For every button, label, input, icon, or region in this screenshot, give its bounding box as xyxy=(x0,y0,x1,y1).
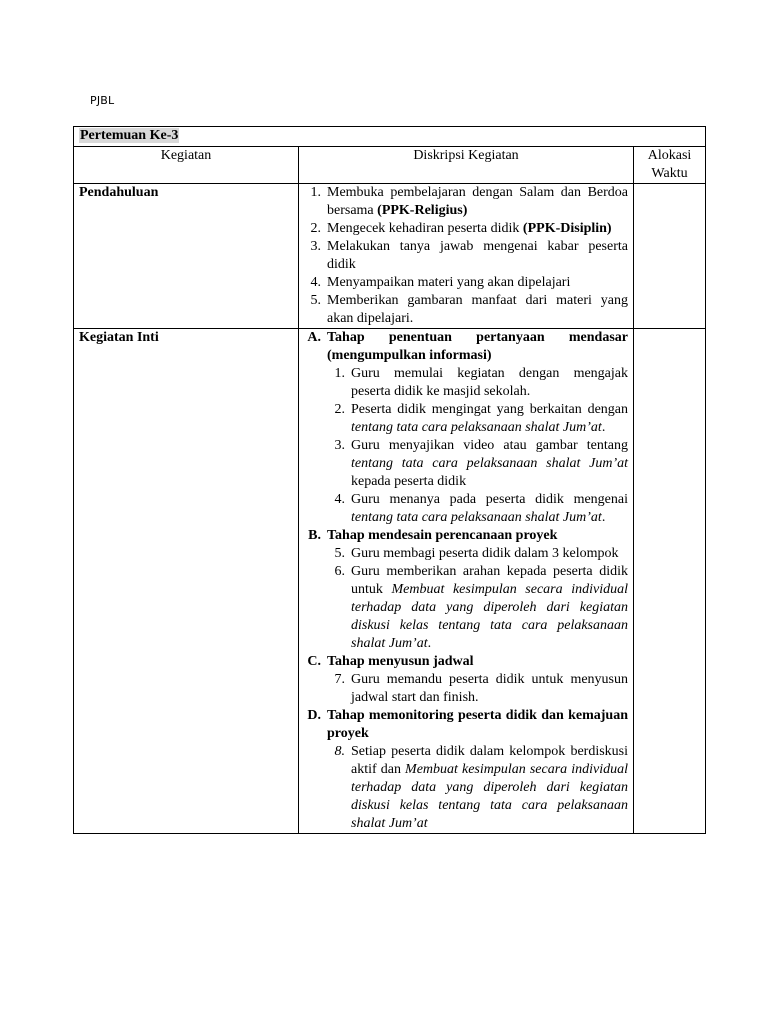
list-item xyxy=(304,292,628,328)
phase-pendahuluan: Pendahuluan xyxy=(74,184,299,329)
stage-heading xyxy=(304,707,628,743)
stage-heading xyxy=(304,527,628,545)
item-number: 8. xyxy=(334,744,345,759)
item-text: Guru menyajikan video atau gambar tentang xyxy=(351,438,628,453)
lesson-plan-table xyxy=(73,126,706,834)
list-item xyxy=(304,437,628,491)
ppk-tag: (PPK-Religius) xyxy=(377,203,468,218)
item-number: 2. xyxy=(334,402,345,417)
row-pendahuluan xyxy=(74,184,706,329)
item-number: 1. xyxy=(334,366,345,381)
stage-title: Tahap penentuan pertanyaan mendasar (mengumpulkan informasi) xyxy=(327,330,628,363)
item-italic-text: Membuat kesimpulan secara individual terhadap data yang diperoleh dari kegiatan diskusi kelas tentang tata cara pelaksanaan shalat Jum’at xyxy=(351,762,628,831)
item-number: 1. xyxy=(310,185,321,200)
item-text: Guru membagi peserta didik dalam 3 kelompok xyxy=(351,546,619,561)
item-text: Memberikan gambaran manfaat dari materi yang akan dipelajari. xyxy=(327,293,628,326)
item-number: 3. xyxy=(334,438,345,453)
list-item xyxy=(304,671,628,707)
item-number: 3. xyxy=(310,239,321,254)
item-number: 5. xyxy=(310,293,321,308)
item-text: Melakukan tanya jawab mengenai kabar peserta didik xyxy=(327,239,628,272)
item-number: 4. xyxy=(310,275,321,290)
item-text: Guru menanya pada peserta didik mengenai xyxy=(351,492,628,507)
stage-letter: D. xyxy=(307,708,321,723)
item-text-end: . xyxy=(601,510,606,525)
item-italic-text: tentang tata cara pelaksanaan shalat Jum’at xyxy=(351,510,602,525)
stage-heading xyxy=(304,653,628,671)
stage-title: Tahap mendesain perencanaan proyek xyxy=(327,528,558,543)
page-label: PJBL xyxy=(90,94,115,107)
item-text-end: . xyxy=(427,636,432,651)
header-deskripsi: Diskripsi Kegiatan xyxy=(299,147,634,184)
time-pendahuluan xyxy=(634,184,706,329)
item-text: Peserta didik mengingat yang berkaitan dengan xyxy=(351,402,628,417)
stage-letter: B. xyxy=(308,528,321,543)
item-text: Guru memberikan arahan kepada peserta didik untuk xyxy=(351,564,628,597)
header-kegiatan: Kegiatan xyxy=(74,147,299,184)
stage-heading xyxy=(304,329,628,365)
item-text: Guru memulai kegiatan dengan mengajak peserta didik ke masjid sekolah. xyxy=(351,366,628,399)
meeting-title: Pertemuan Ke-3 xyxy=(80,128,179,143)
stage-title: Tahap menyusun jadwal xyxy=(327,654,474,669)
header-alokasi-waktu: Alokasi Waktu xyxy=(634,147,706,184)
item-italic-text: tentang tata cara pelaksanaan shalat Jum’at xyxy=(351,456,628,471)
item-italic-text: Membuat kesimpulan secara individual terhadap data yang diperoleh dari kegiatan diskusi kelas tentang tata cara pelaksanaan shalat Jum’at xyxy=(351,582,628,651)
item-text: Mengecek kehadiran peserta didik xyxy=(327,221,523,236)
item-number: 4. xyxy=(334,492,345,507)
item-text: Membuka pembelajaran dengan Salam dan Berdoa bersama xyxy=(327,185,628,218)
meeting-row xyxy=(74,127,706,147)
list-item xyxy=(304,274,628,292)
list-item xyxy=(304,545,628,563)
ppk-tag: (PPK-Disiplin) xyxy=(522,221,612,236)
list-item xyxy=(304,365,628,401)
desc-pendahuluan xyxy=(299,184,634,329)
item-text: Guru memandu peserta didik untuk menyusun jadwal start dan finish. xyxy=(351,672,628,705)
list-item xyxy=(304,220,628,238)
item-number: 6. xyxy=(334,564,345,579)
stage-letter: C. xyxy=(307,654,321,669)
item-number: 5. xyxy=(334,546,345,561)
item-number: 2. xyxy=(310,221,321,236)
item-italic-text: tentang tata cara pelaksanaan shalat Jum’at xyxy=(351,420,602,435)
list-item xyxy=(304,401,628,437)
list-item xyxy=(304,563,628,653)
time-kegiatan-inti xyxy=(634,329,706,834)
item-text-end: kepada peserta didik xyxy=(351,474,467,489)
list-item xyxy=(304,743,628,833)
stage-letter: A. xyxy=(307,330,321,345)
list-item xyxy=(304,491,628,527)
list-item xyxy=(304,238,628,274)
row-kegiatan-inti xyxy=(74,329,706,834)
item-text: Menyampaikan materi yang akan dipelajari xyxy=(327,275,571,290)
item-text-end: . xyxy=(601,420,606,435)
header-row xyxy=(74,147,706,184)
item-text: Setiap peserta didik dalam kelompok berdiskusi aktif dan xyxy=(351,744,628,777)
stage-title: Tahap memonitoring peserta didik dan kemajuan proyek xyxy=(327,708,628,741)
desc-kegiatan-inti xyxy=(299,329,634,834)
item-number: 7. xyxy=(334,672,345,687)
phase-kegiatan-inti: Kegiatan Inti xyxy=(74,329,299,834)
list-item xyxy=(304,184,628,220)
